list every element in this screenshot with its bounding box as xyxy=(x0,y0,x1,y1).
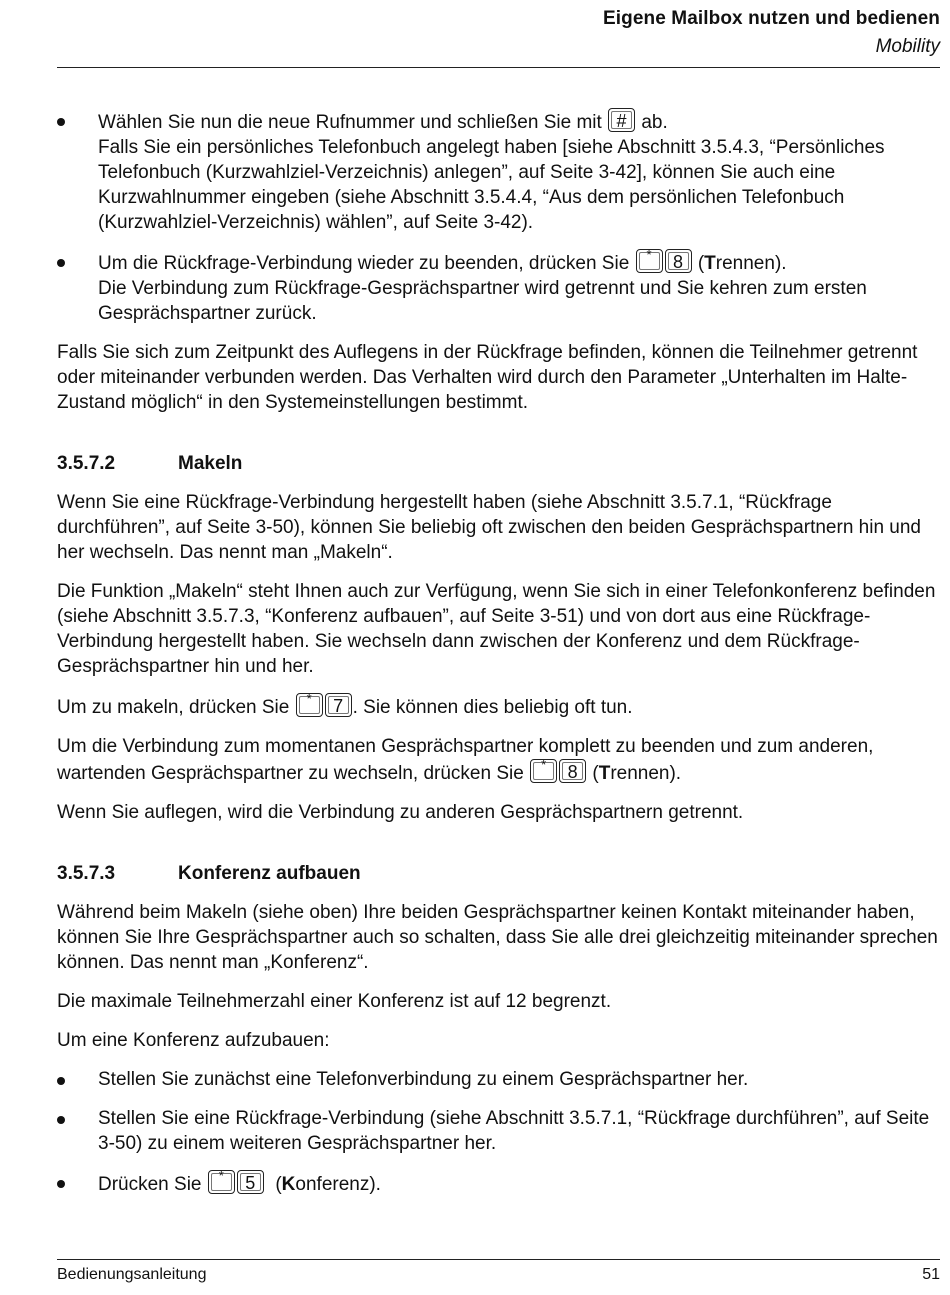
bullet-dot xyxy=(57,118,65,126)
body-paragraph: Während beim Makeln (siehe oben) Ihre beiden Gesprächspartner keinen Kontakt miteinander haben, können Sie Ihre Gesprächspartner auch so schalten, dass Sie alle drei gleichzeitig miteinander sprechen können. Das nennt man „Konferenz“. xyxy=(57,902,938,973)
hash-key-icon: # xyxy=(608,108,635,132)
bullet-item xyxy=(57,1067,939,1092)
footer-document-title: Bedienungsanleitung xyxy=(57,1266,207,1283)
body-paragraph: Die maximale Teilnehmerzahl einer Konferenz ist auf 12 begrenzt. xyxy=(57,991,612,1012)
page-header xyxy=(57,0,940,68)
bullet-dot xyxy=(57,259,65,267)
eight-key-icon: 8 xyxy=(559,759,586,783)
bullet-dot xyxy=(57,1077,65,1085)
bullet-text: Stellen Sie zunächst eine Telefonverbindung zu einem Gesprächspartner her. xyxy=(98,1069,749,1090)
bullet-dot xyxy=(57,1180,65,1188)
body-paragraph: Die Funktion „Makeln“ steht Ihnen auch zur Verfügung, wenn Sie sich in einer Telefonkonferenz befinden (siehe Abschnitt 3.5.7.3, “Konferenz aufbauen”, auf Seite 3-51) und von dort aus eine Rückfrage-Verbindung hergestellt haben. Sie wechseln dann zwischen der Konferenz und dem Rückfrage-Gesprächspartner hin und her. xyxy=(57,581,936,677)
body-paragraph: Wenn Sie auflegen, wird die Verbindung zu anderen Gesprächspartnern getrennt. xyxy=(57,802,744,823)
five-key-icon: 5 xyxy=(237,1170,264,1194)
body-paragraph: Um eine Konferenz aufzubauen: xyxy=(57,1030,330,1051)
body-paragraph: Wenn Sie eine Rückfrage-Verbindung hergestellt haben (siehe Abschnitt 3.5.7.1, “Rückfrage durchführen”, auf Seite 3-50), können Sie beliebig oft zwischen den beiden Gesprächspartnern hin und her wechseln. Das nennt man „Makeln“. xyxy=(57,492,921,563)
star-key-icon: * xyxy=(296,693,323,717)
body-paragraph: Um die Verbindung zum momentanen Gesprächspartner komplett zu beenden und zum anderen, wartenden Gesprächspartner zu wechseln, drücken Sie * 8 (Trennen). xyxy=(57,736,874,784)
page-content xyxy=(57,108,939,1211)
star-key-icon: * xyxy=(530,759,557,783)
bullet-text: Stellen Sie eine Rückfrage-Verbindung (siehe Abschnitt 3.5.7.1, “Rückfrage durchführen”, auf Seite 3-50) zu einem weiteren Gesprächspartner her. xyxy=(98,1108,930,1154)
bullet-item xyxy=(57,249,939,326)
body-paragraph: Um zu makeln, drücken Sie * 7 . Sie können dies beliebig oft tun. xyxy=(57,691,633,718)
bullet-text: Wählen Sie nun die neue Rufnummer und schließen Sie mit # ab. Falls Sie ein persönliches Telefonbuch angelegt haben [siehe Abschnitt 3.5.4.3, “Persönliches Telefonbuch (Kurzwahlziel-Verzeichnis) anlegen”, auf Seite 3-42], können Sie auch eine Kurzwahlnummer eingeben (siehe Abschnitt 3.5.4.4, “Aus dem persönlichen Telefonbuch (Kurzwahlziel-Verzeichnis) wählen”, auf Seite 3-42). xyxy=(98,108,939,235)
seven-key-icon: 7 xyxy=(325,693,352,717)
star-key-icon: * xyxy=(208,1170,235,1194)
bullet-text: Um die Rückfrage-Verbindung wieder zu beenden, drücken Sie * 8 (Trennen). Die Verbindung zum Rückfrage-Gesprächspartner wird getrennt und Sie kehren zum ersten Gesprächspartner zurück. xyxy=(98,247,867,324)
bullet-item xyxy=(57,1106,939,1156)
eight-key-icon: 8 xyxy=(665,249,692,273)
bullet-dot xyxy=(57,1116,65,1124)
bullet-item xyxy=(57,1170,939,1197)
star-key-icon: * xyxy=(636,249,663,273)
bullet-text: Drücken Sie * 5 (Konferenz). xyxy=(98,1168,381,1195)
body-paragraph: Falls Sie sich zum Zeitpunkt des Auflegens in der Rückfrage befinden, können die Teilnehmer getrennt oder miteinander verbunden werden. Das Verhalten wird durch den Parameter „Unterhalten im Halte-Zustand möglich“ in den Systemeinstellungen bestimmt. xyxy=(57,342,918,413)
bullet-item xyxy=(57,108,939,235)
section-heading-makeln: 3.5.7.2 Makeln xyxy=(57,453,243,474)
header-title: Eigene Mailbox nutzen und bedienen xyxy=(603,8,940,29)
page-footer xyxy=(57,1259,940,1283)
page-number: 51 xyxy=(922,1266,940,1283)
header-subtitle: Mobility xyxy=(875,36,940,57)
section-heading-konferenz: 3.5.7.3 Konferenz aufbauen xyxy=(57,863,361,884)
